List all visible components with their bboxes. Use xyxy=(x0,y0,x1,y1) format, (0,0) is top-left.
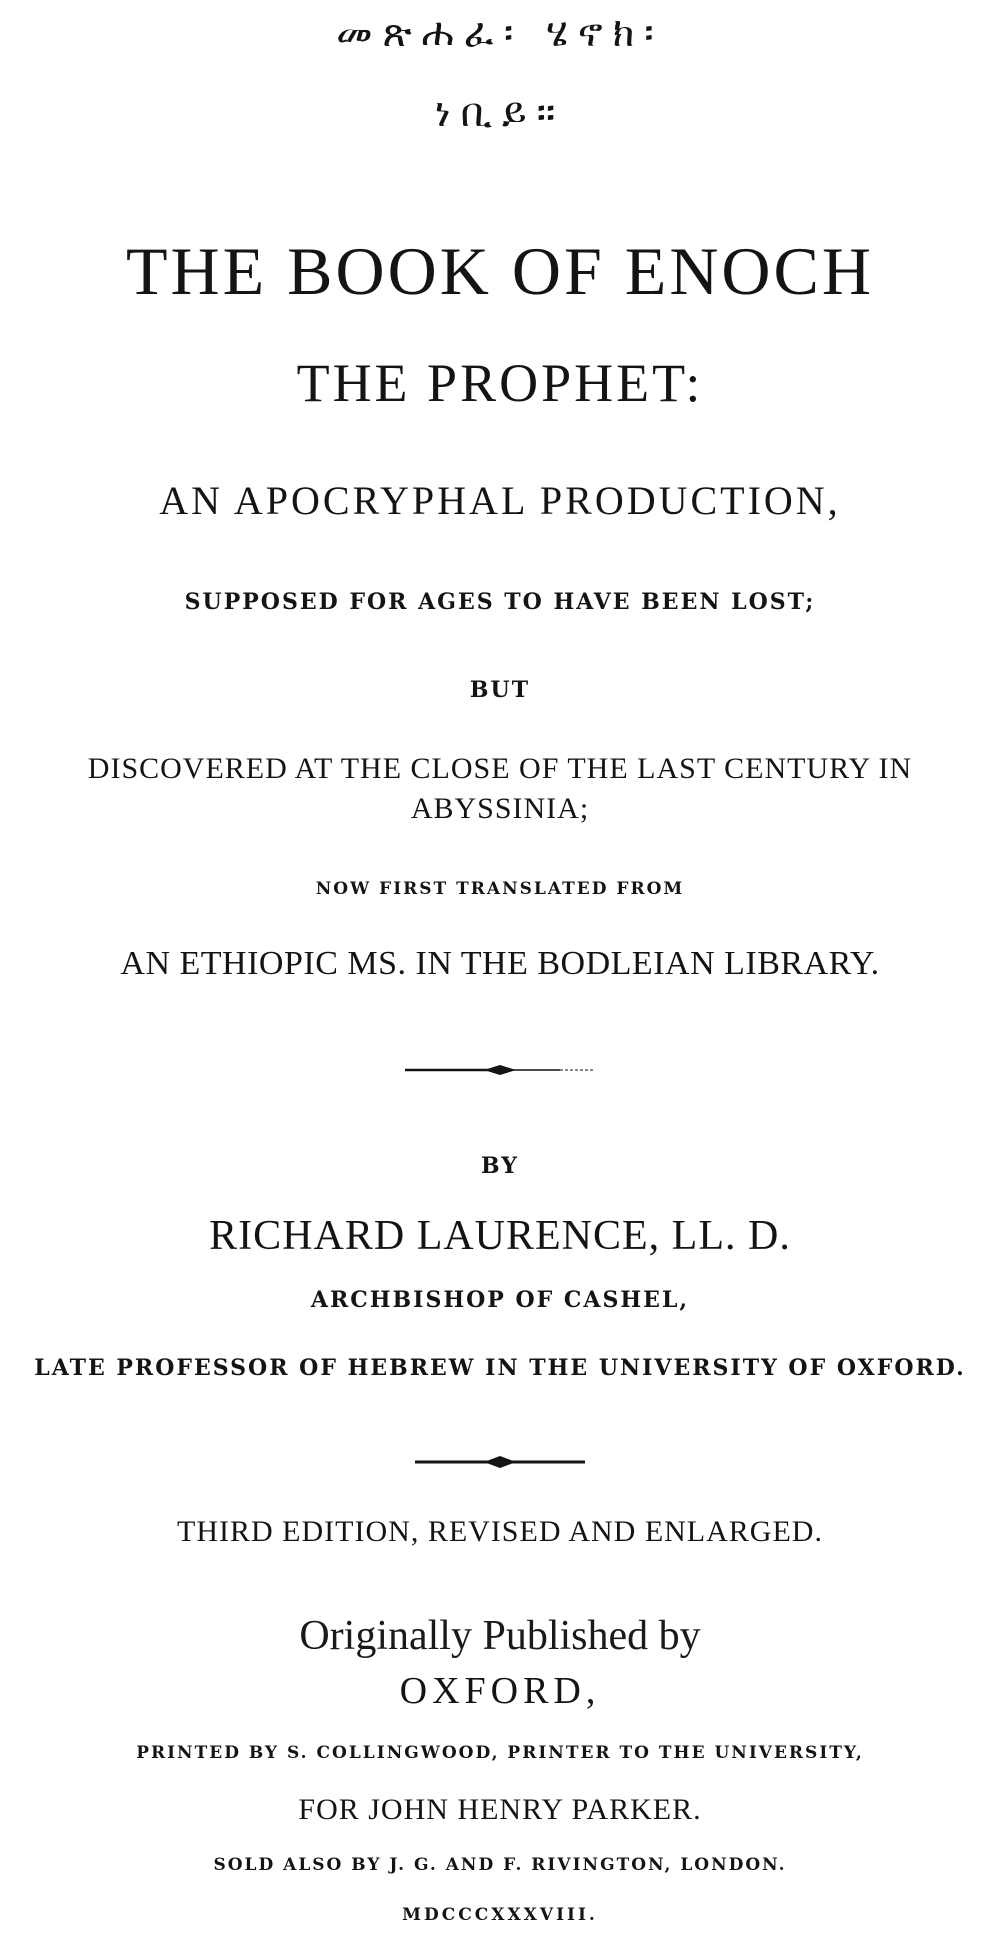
discovery-line-1: DISCOVERED AT THE CLOSE OF THE LAST CENTURY IN xyxy=(87,752,913,785)
publisher-line: FOR JOHN HENRY PARKER. xyxy=(298,1793,702,1826)
author-name: RICHARD LAURENCE, LL. D. xyxy=(209,1213,791,1259)
book-subtitle: AN APOCRYPHAL PRODUCTION, xyxy=(159,478,841,523)
ethiopic-subtitle: ነቢይ። xyxy=(434,90,566,136)
source-manuscript: AN ETHIOPIC MS. IN THE BODLEIAN LIBRARY. xyxy=(120,945,880,982)
discovery-line-2: ABYSSINIA; xyxy=(410,792,590,825)
edition: THIRD EDITION, REVISED AND ENLARGED. xyxy=(177,1515,823,1548)
conjunction: BUT xyxy=(469,677,531,703)
printer-line: PRINTED BY S. COLLINGWOOD, PRINTER TO THE UNIVERSITY, xyxy=(136,1743,864,1763)
ethiopic-title: መጽሐፈ፡ ሄኖክ፡ xyxy=(336,10,664,56)
publisher-note: Originally Published by xyxy=(299,1613,701,1659)
ornamental-rule-bottom xyxy=(0,1452,1000,1472)
translated-from: NOW FIRST TRANSLATED FROM xyxy=(315,879,685,899)
book-title: THE BOOK OF ENOCH xyxy=(126,233,874,309)
author-position: LATE PROFESSOR OF HEBREW IN THE UNIVERSITY OF OXFORD. xyxy=(34,1355,966,1381)
sold-by-line: SOLD ALSO BY J. G. AND F. RIVINGTON, LONDON. xyxy=(213,1855,787,1875)
publication-year: MDCCCXXXVIII. xyxy=(402,1905,598,1925)
ornamental-rule-top xyxy=(0,1060,1000,1080)
tagline: SUPPOSED FOR AGES TO HAVE BEEN LOST; xyxy=(184,589,816,615)
author-title: ARCHBISHOP OF CASHEL, xyxy=(310,1287,690,1313)
publication-place: OXFORD, xyxy=(399,1670,601,1712)
by-label: BY xyxy=(481,1153,519,1179)
book-title-line2: THE PROPHET: xyxy=(296,353,704,413)
